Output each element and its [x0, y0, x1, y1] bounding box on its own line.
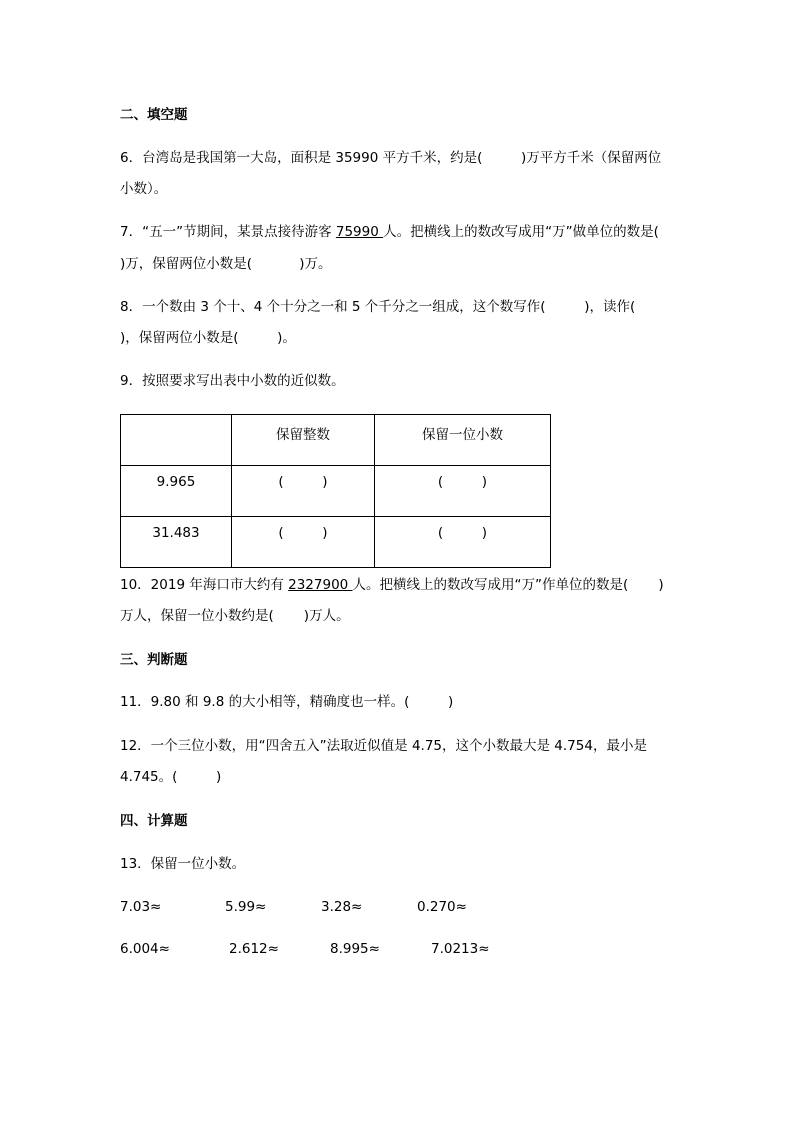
- question-10-underlined-number: 2327900: [288, 577, 353, 593]
- table-row: [121, 466, 551, 517]
- question-11-line-1: 11．9.80 和 9.8 的大小相等，精确度也一样。( ): [120, 694, 454, 710]
- question-8-line-1: 8．一个数由 3 个十、4 个十分之一和 5 个千分之一组成，这个数写作( )，读作(: [120, 299, 636, 315]
- question-13-line-1: 13．保留一位小数。: [120, 856, 246, 872]
- question-10-text-pre: 10．2019 年海口市大约有: [120, 577, 289, 593]
- question-10-line-1: [120, 576, 664, 594]
- section-heading-fill-blank: 二、填空题: [120, 107, 188, 123]
- question-6-line-2: 小数）。: [120, 181, 168, 197]
- table-cell-number: 31.483: [121, 517, 232, 568]
- question-6-line-1: 6．台湾岛是我国第一大岛，面积是 35990 平方千米，约是( )万平方千米（保留两位: [120, 150, 662, 166]
- question-7-line-1: [120, 223, 659, 241]
- table-header-cell: 保留整数: [232, 415, 375, 466]
- question-9-line-1: 9．按照要求写出表中小数的近似数。: [120, 373, 345, 389]
- calc-item: 2.612≈: [229, 941, 279, 957]
- question-8-line-2: )，保留两位小数是( )。: [120, 330, 296, 346]
- table-header-cell: [121, 415, 232, 466]
- calc-item: 6.004≈: [120, 941, 170, 957]
- calc-item: 5.99≈: [225, 899, 267, 915]
- section-heading-compute: 四、计算题: [120, 813, 188, 829]
- question-10-text-post: 人。把横线上的数改写成用“万”作单位的数是( ): [352, 577, 664, 593]
- table-cell-blank: ( ): [375, 466, 551, 517]
- calc-item: 8.995≈: [330, 941, 380, 957]
- approximation-table: [120, 414, 551, 568]
- table-cell-blank: ( ): [232, 466, 375, 517]
- table-cell-blank: ( ): [375, 517, 551, 568]
- question-7-text-pre: 7．“五一”节期间，某景点接待游客: [120, 224, 336, 240]
- table-cell-number: 9.965: [121, 466, 232, 517]
- question-7-line-2: )万，保留两位小数是( )万。: [120, 256, 332, 272]
- table-header-row: [121, 415, 551, 466]
- question-7-text-post: 人。把横线上的数改写成用“万”做单位的数是(: [383, 224, 659, 240]
- question-10-line-2: 万人，保留一位小数约是( )万人。: [120, 608, 350, 624]
- question-12-line-2: 4.745。( ): [120, 769, 222, 785]
- question-12-line-1: 12．一个三位小数，用“四舍五入”法取近似值是 4.75，这个小数最大是 4.754，最小是: [120, 738, 647, 754]
- calc-item: 0.270≈: [417, 899, 467, 915]
- table-header-cell: 保留一位小数: [375, 415, 551, 466]
- calc-item: 7.03≈: [120, 899, 162, 915]
- question-7-underlined-number: 75990: [335, 224, 384, 240]
- table-row: [121, 517, 551, 568]
- calc-item: 3.28≈: [321, 899, 363, 915]
- section-heading-judge: 三、判断题: [120, 652, 188, 668]
- table-cell-blank: ( ): [232, 517, 375, 568]
- calc-item: 7.0213≈: [431, 941, 490, 957]
